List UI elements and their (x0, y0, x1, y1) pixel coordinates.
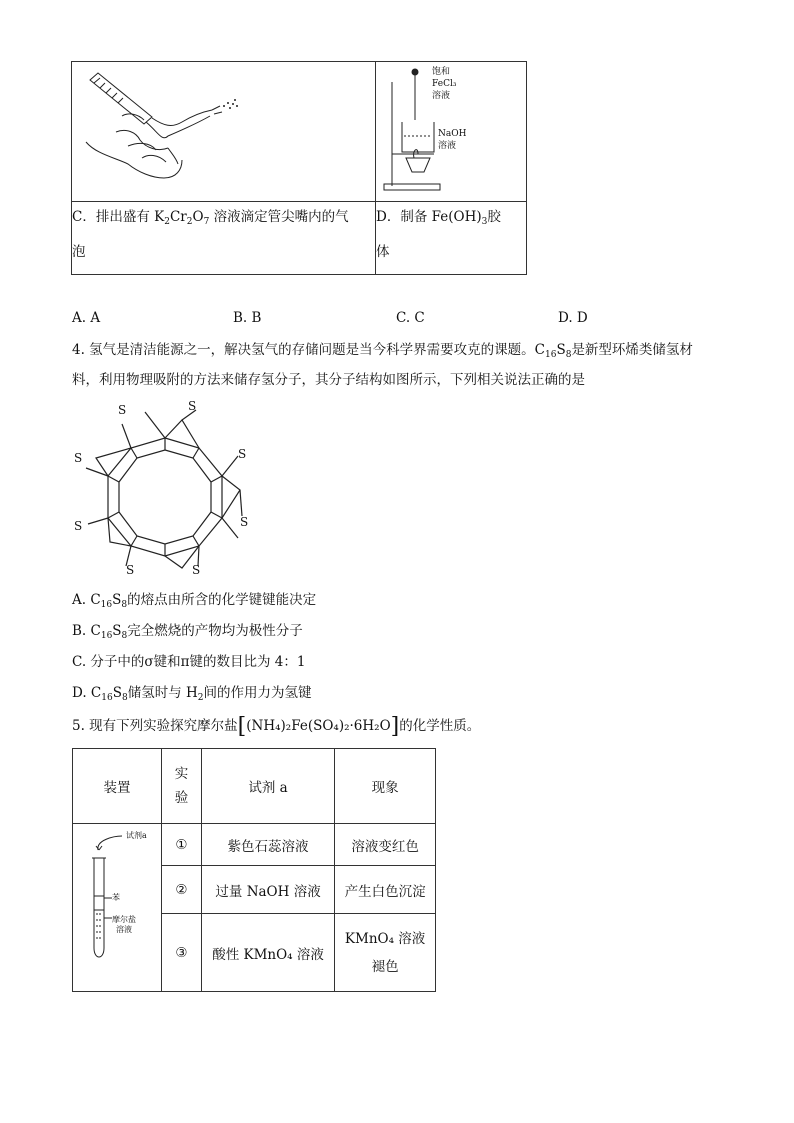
q4-option-a: A. $C_{16}S_8$的熔点由所含的化学键键能决定 (72, 592, 317, 610)
s-atom: S (74, 519, 83, 533)
q4-option-b: B. $C_{16}S_8$完全燃烧的产物均为极性分子 (72, 623, 303, 641)
s-atom: S (118, 403, 127, 417)
q3-option-b: B. B (233, 310, 262, 326)
header-apparatus: 装置 (73, 749, 162, 824)
row2-no: ② (162, 866, 202, 914)
q4-stem-line1: 4. 氢气是清洁能源之一，解决氢气的存储问题是当今科学界需要攻克的课题。$C_{16}S_8$是新型环烯类储氢材 (72, 342, 693, 360)
header-experiment: 实 验 (162, 749, 202, 824)
label-solution-1: 溶液 (432, 91, 451, 101)
label-mohr-salt: 摩尔盐 (112, 914, 136, 924)
c16s8-molecule-diagram (70, 398, 260, 578)
test-tube-illustration (74, 826, 160, 986)
label-benzene: 苯 (112, 892, 120, 902)
row1-reagent: 紫色石蕊溶液 (201, 824, 334, 866)
q3-option-c: C. C (396, 310, 425, 326)
header-phenomenon: 现象 (335, 749, 436, 824)
row1-no: ① (162, 824, 202, 866)
q4-option-c: C. 分子中的σ键和π键的数目比为 4：1 (72, 654, 306, 670)
row3-phenomenon: KMnO₄ 溶液 褪色 (335, 914, 436, 992)
header-reagent: 试剂 a (201, 749, 334, 824)
fe-oh3-apparatus-illustration (376, 62, 526, 197)
q3-caption-c: C．排出盛有 $K_2Cr_2O_7$ 溶液滴定管尖嘴内的气 泡 (72, 202, 376, 275)
label-reagent-a: 试剂a (126, 830, 147, 840)
q5-table (72, 748, 436, 992)
row3-reagent: 酸性 KMnO₄ 溶液 (201, 914, 334, 992)
s-atom: S (74, 451, 83, 465)
label-saturated: 饱和 (432, 67, 451, 77)
test-tube-apparatus (73, 824, 162, 992)
q3-table (71, 61, 527, 275)
s-atom: S (188, 399, 197, 413)
q5-stem: 5. 现有下列实验探究摩尔盐[(NH₄)₂Fe(SO₄)₂·6H₂O]的化学性质。 (72, 714, 481, 739)
burette-hand-illustration (72, 62, 375, 197)
q4-option-d: D. $C_{16}S_8$储氢时与 $H_2$间的作用力为氢键 (72, 685, 312, 703)
row3-no: ③ (162, 914, 202, 992)
label-solution: 溶液 (116, 924, 132, 934)
row2-reagent: 过量 NaOH 溶液 (201, 866, 334, 914)
q3-caption-d: D．制备 $Fe(OH)_3$胶 体 (376, 202, 527, 275)
q3-option-a: A. A (72, 310, 101, 326)
label-solution-2: 溶液 (438, 141, 457, 151)
s-atom: S (126, 563, 135, 577)
label-fecl3: FeCl₃ (432, 79, 457, 89)
s-atom: S (240, 515, 249, 529)
s-atom: S (238, 447, 247, 461)
q3-cell-image-c (72, 62, 376, 202)
s-atom: S (192, 563, 201, 577)
label-naoh: NaOH (438, 129, 467, 139)
row1-phenomenon: 溶液变红色 (335, 824, 436, 866)
q3-option-d: D. D (558, 310, 588, 326)
q4-stem-line2: 料，利用物理吸附的方法来储存氢分子，其分子结构如图所示，下列相关说法正确的是 (72, 372, 585, 388)
mohr-salt-formula: (NH₄)₂Fe(SO₄)₂·6H₂O (246, 718, 391, 734)
row2-phenomenon: 产生白色沉淀 (335, 866, 436, 914)
q3-cell-image-d (376, 62, 527, 202)
